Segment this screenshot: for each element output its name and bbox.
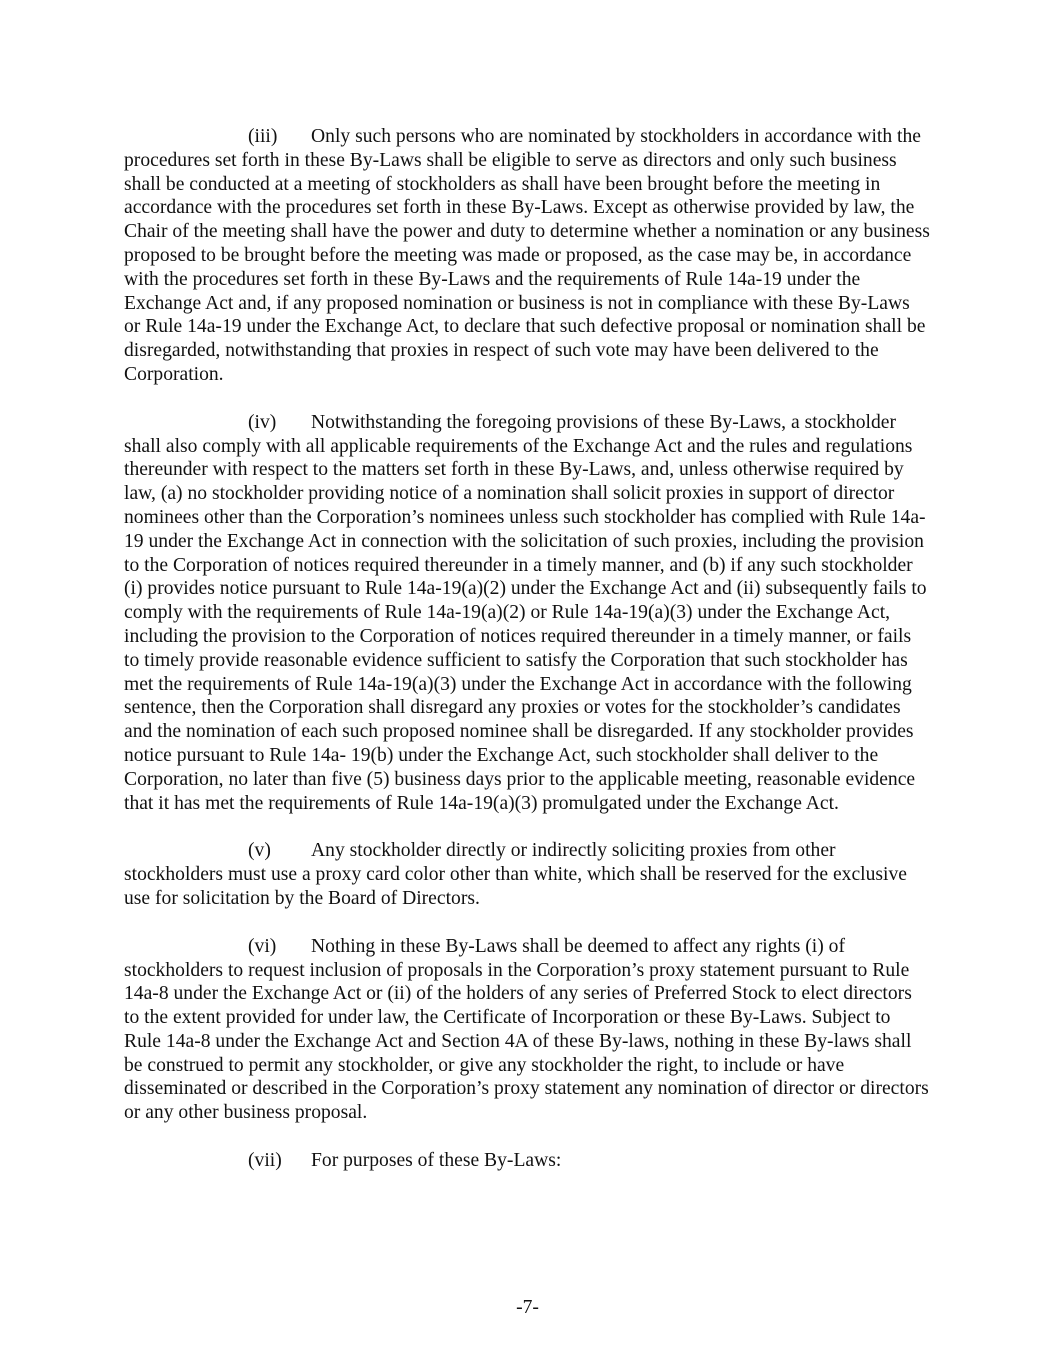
paragraph-text: Nothing in these By-Laws shall be deemed to affect any rights (i) of stockholders to request inclusion of proposals in the Corporation’s proxy statement pursuant to Rule 14a-8 under the Exchange Act or (ii) of the holders of any series of Preferred Stock to elect directors to the extent provided for under law, the Certificate of Incorporation or these By-Laws. Subject to Rule 14a-8 under the Exchange Act and Section 4A of these By-laws, nothing in these By-laws shall be construed to permit any stockholder, or give any stockholder the right, to include or have disseminated or described in the Corporation’s proxy statement any nomination of director or directors or any other business proposal. — [124, 935, 929, 1124]
paragraph-number: (iv) — [248, 411, 277, 433]
paragraph-text: Only such persons who are nominated by stockholders in accordance with the procedures set forth in these By-Laws shall be eligible to serve as directors and only such business shall be conducted at a meeting of stockholders as shall have been brought before the meeting in accordance with the procedures set forth in these By-Laws. Except as otherwise provided by law, the Chair of the meeting shall have the power and duty to determine whether a nomination or any business proposed to be brought before the meeting was made or proposed, as the case may be, in accordance with the procedures set forth in these By-Laws and the requirements of Rule 14a-19 under the Exchange Act and, if any proposed nomination or business is not in compliance with these By-Laws or Rule 14a-19 under the Exchange Act, to declare that such defective proposal or nomination shall be disregarded, notwithstanding that proxies in respect of such vote may have been delivered to the Corporation. — [124, 126, 930, 385]
paragraph-iv — [124, 411, 930, 816]
paragraph-number: (v) — [248, 840, 271, 862]
paragraph-number: (iii) — [248, 126, 278, 147]
paragraph-text: Any stockholder directly or indirectly soliciting proxies from other stockholders must use a proxy card color other than white, which shall be reserved for the exclusive use for solicitation by the Board of Directors. — [124, 840, 907, 909]
paragraph-text: For purposes of these By-Laws: — [311, 1150, 562, 1172]
paragraph-number: (vii) — [248, 1150, 282, 1172]
paragraph-iii — [124, 125, 930, 387]
paragraph-text: Notwithstanding the foregoing provisions of these By-Laws, a stockholder shall also comply with all applicable requirements of the Exchange Act and the rules and regulations thereunder with respect to the matters set forth in these By-Laws, and, unless otherwise required by law, (a) no stockholder providing notice of a nomination shall solicit proxies in support of director nominees other than the Corporation’s nominees unless such stockholder has complied with Rule 14a-19 under the Exchange Act in connection with the solicitation of such proxies, including the provision to the Corporation of notices required thereunder in a timely manner, and (b) if any such stockholder (i) provides notice pursuant to Rule 14a-19(a)(2) under the Exchange Act and (ii) subsequently fails to comply with the requirements of Rule 14a-19(a)(2) or Rule 14a-19(a)(3) under the Exchange Act, including the provision to the Corporation of notices required thereunder in a timely manner, or fails to timely provide reasonable evidence sufficient to satisfy the Corporation that such stockholder has met the requirements of Rule 14a-19(a)(3) under the Exchange Act in accordance with the following sentence, then the Corporation shall disregard any proxies or votes for the stockholder’s candidates and the nomination of each such proposed nominee shall be disregarded. If any stockholder provides notice pursuant to Rule 14a- 19(b) under the Exchange Act, such stockholder shall deliver to the Corporation, no later than five (5) business days prior to the applicable meeting, reasonable evidence that it has met the requirements of Rule 14a-19(a)(3) promulgated under the Exchange Act. — [124, 411, 927, 814]
paragraph-number: (vi) — [248, 935, 277, 957]
document-body — [124, 125, 930, 1173]
paragraph-v — [124, 839, 930, 910]
page-number: -7- — [516, 1297, 539, 1318]
paragraph-vi — [124, 935, 930, 1125]
paragraph-vii — [124, 1149, 930, 1173]
